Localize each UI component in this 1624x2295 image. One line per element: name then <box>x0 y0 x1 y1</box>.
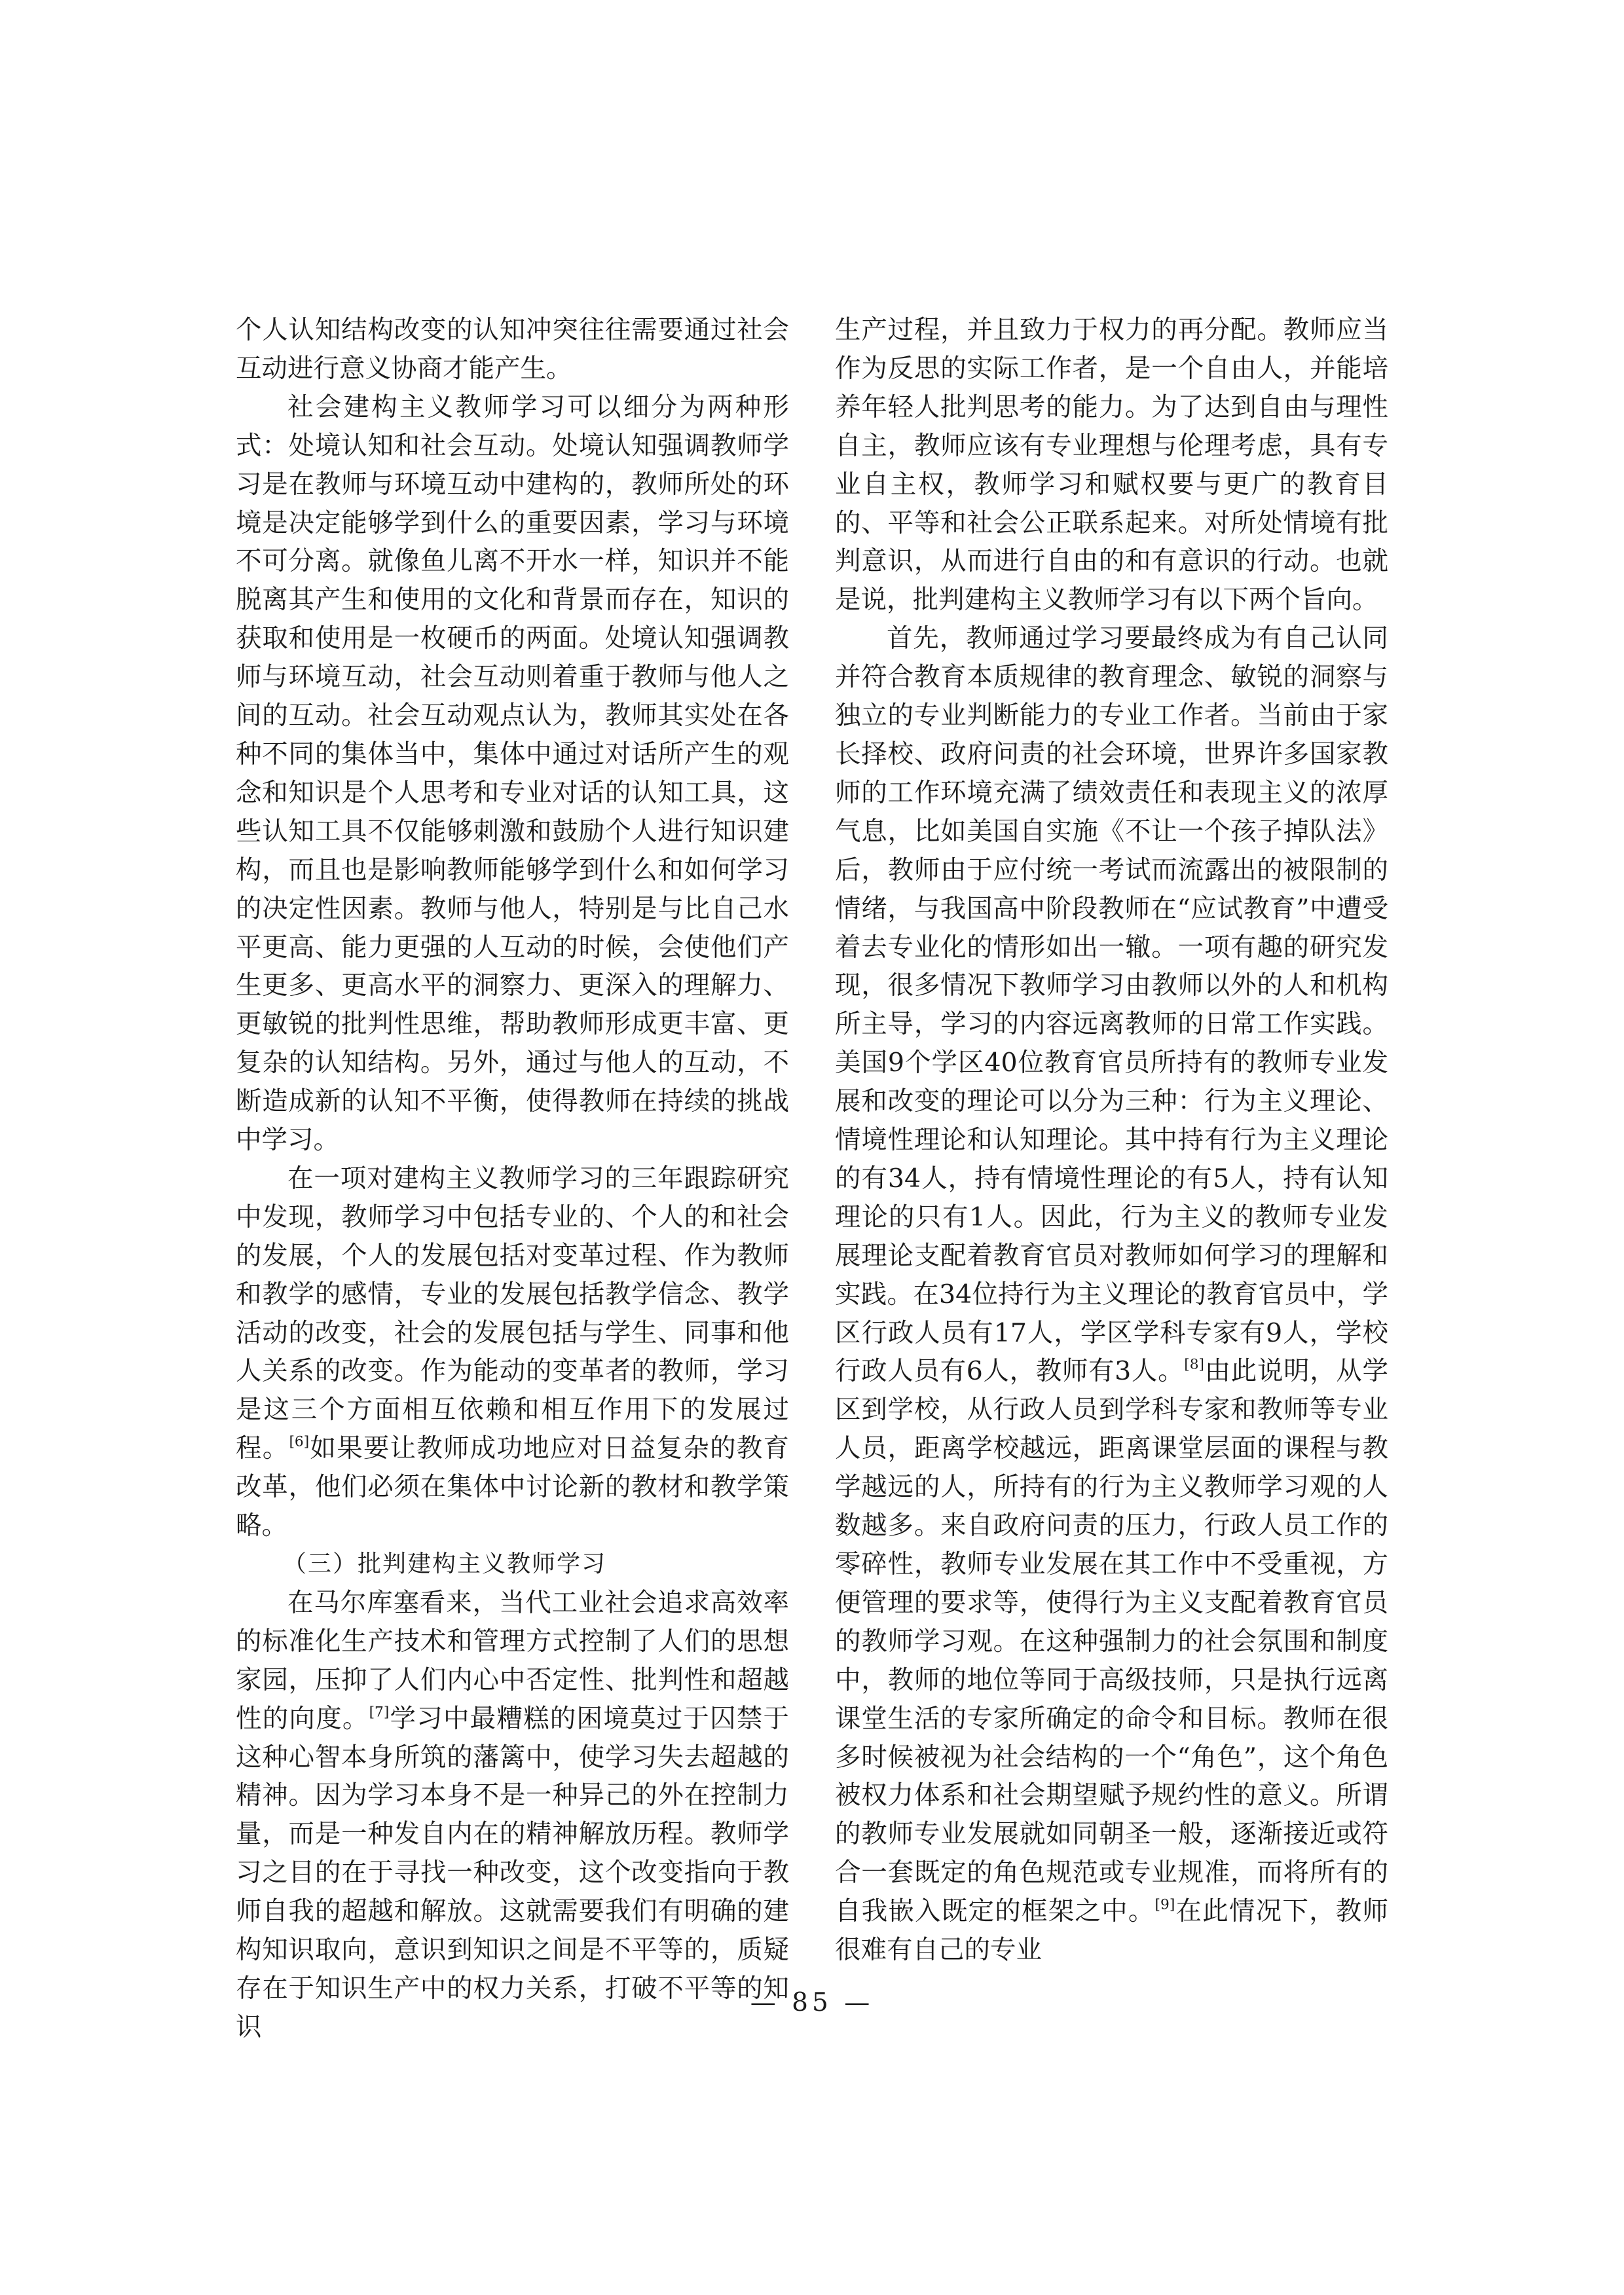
paragraph <box>236 1584 789 2047</box>
section-heading <box>236 1545 789 1584</box>
citation-ref: [6] <box>289 1434 310 1450</box>
paragraph <box>236 388 789 1160</box>
paragraph <box>236 311 789 388</box>
paragraph <box>835 619 1388 1970</box>
citation-ref: [9] <box>1154 1896 1175 1913</box>
paragraph-text: 社会建构主义教师学习可以细分为两种形式：处境认知和社会互动。处境认知强调教师学习是在教师与环境互动中建构的，教师所处的环境是决定能够学到什么的重要因素，学习与环境不可分离。就像鱼儿离不开水一样，知识并不能脱离其产生和使用的文化和背景而存在，知识的获取和使用是一枚硬币的两面。处境认知强调教师与环境互动，社会互动则着重于教师与他人之间的互动。社会互动观点认为，教师其实处在各种不同的集体当中，集体中通过对话所产生的观念和知识是个人思考和专业对话的认知工具，这些认知工具不仅能够刺激和鼓励个人进行知识建构，而且也是影响教师能够学到什么和如何学习的决定性因素。教师与他人，特别是与比自己水平更高、能力更强的人互动的时候，会使他们产生更多、更高水平的洞察力、更深入的理解力、更敏锐的批判性思维，帮助教师形成更丰富、更复杂的认知结构。另外，通过与他人的互动，不断造成新的认知不平衡，使得教师在持续的挑战中学习。 <box>236 392 789 1156</box>
paragraph-text: 在一项对建构主义教师学习的三年跟踪研究中发现，教师学习中包括专业的、个人的和社会的发展，个人的发展包括对变革过程、作为教师和教学的感情，专业的发展包括教学信念、教学活动的改变，社会的发展包括与学生、同事和他人关系的改变。作为能动的变革者的教师，学习是这三个方面相互依赖和相互作用下的发展过程。 <box>236 1163 789 1464</box>
page-number: — 85 — <box>750 1988 874 2017</box>
paragraph-text: 学习中最糟糕的困境莫过于囚禁于这种心智本身所筑的藩篱中，使学习失去超越的精神。因为学习本身不是一种异己的外在控制力量，而是一种发自内在的精神解放历程。教师学习之目的在于寻找一种改变，这个改变指向于教师自我的超越和解放。这就需要我们有明确的建构知识取向，意识到知识之间是不平等的，质疑存在于知识生产中的权力关系，打破不平等的知识 <box>236 1703 790 2042</box>
paragraph-text: 个人认知结构改变的认知冲突往往需要通过社会互动进行意义协商才能产生。 <box>236 315 789 384</box>
right-column <box>835 311 1388 1970</box>
paragraph <box>835 311 1388 619</box>
paragraph-text: 由此说明，从学区到学校，从行政人员到学科专家和教师等专业人员，距离学校越远，距离课堂层面的课程与教学越远的人，所持有的行为主义教师学习观的人数越多。来自政府问责的压力，行政人员工作的零碎性，教师专业发展在其工作中不受重视，方便管理的要求等，使得行为主义支配着教育官员的教师学习观。在这种强制力的社会氛围和制度中，教师的地位等同于高级技师，只是执行远离课堂生活的专家所确定的命令和目标。教师在很多时候被视为社会结构的一个“角色”，这个角色被权力体系和社会期望赋予规约性的意义。所谓的教师专业发展就如同朝圣一般，逐渐接近或符合一套既定的角色规范或专业规准，而将所有的自我嵌入既定的框架之中。 <box>835 1356 1389 1927</box>
paragraph <box>236 1160 789 1545</box>
paragraph-text: 如果要让教师成功地应对日益复杂的教育改革，他们必须在集体中讨论新的教材和教学策略。 <box>236 1433 790 1541</box>
left-column <box>236 311 789 2047</box>
paragraph-text: 在此情况下，教师很难有自己的专业 <box>835 1896 1389 1966</box>
paragraph-text: 在马尔库塞看来，当代工业社会追求高效率的标准化生产技术和管理方式控制了人们的思想家园，压抑了人们内心中否定性、批判性和超越性的向度。 <box>236 1587 789 1734</box>
paragraph-text: 首先，教师通过学习要最终成为有自己认同并符合教育本质规律的教育理念、敏锐的洞察与独立的专业判断能力的专业工作者。当前由于家长择校、政府问责的社会环境，世界许多国家教师的工作环境充满了绩效责任和表现主义的浓厚气息，比如美国自实施《不让一个孩子掉队法》后，教师由于应付统一考试而流露出的被限制的情绪，与我国高中阶段教师在“应试教育”中遭受着去专业化的情形如出一辙。一项有趣的研究发现，很多情况下教师学习由教师以外的人和机构所主导，学习的内容远离教师的日常工作实践。美国9个学区40位教育官员所持有的教师专业发展和改变的理论可以分为三种：行为主义理论、情境性理论和认知理论。其中持有行为主义理论的有34人，持有情境性理论的有5人，持有认知理论的只有1人。因此，行为主义的教师专业发展理论支配着教育官员对教师如何学习的理解和实践。在34位持行为主义理论的教育官员中，学区行政人员有17人，学区学科专家有9人，学校行政人员有6人，教师有3人。 <box>835 623 1388 1387</box>
section-heading-text: （三）批判建构主义教师学习 <box>283 1551 607 1577</box>
citation-ref: [8] <box>1184 1357 1205 1374</box>
paragraph-text: 生产过程，并且致力于权力的再分配。教师应当作为反思的实际工作者，是一个自由人，并能培养年轻人批判思考的能力。为了达到自由与理性自主，教师应该有专业理想与伦理考虑，具有专业自主权，教师学习和赋权要与更广的教育目的、平等和社会公正联系起来。对所处情境有批判意识，从而进行自由的和有意识的行动。也就是说，批判建构主义教师学习有以下两个旨向。 <box>835 315 1388 615</box>
citation-ref: [7] <box>369 1704 390 1721</box>
